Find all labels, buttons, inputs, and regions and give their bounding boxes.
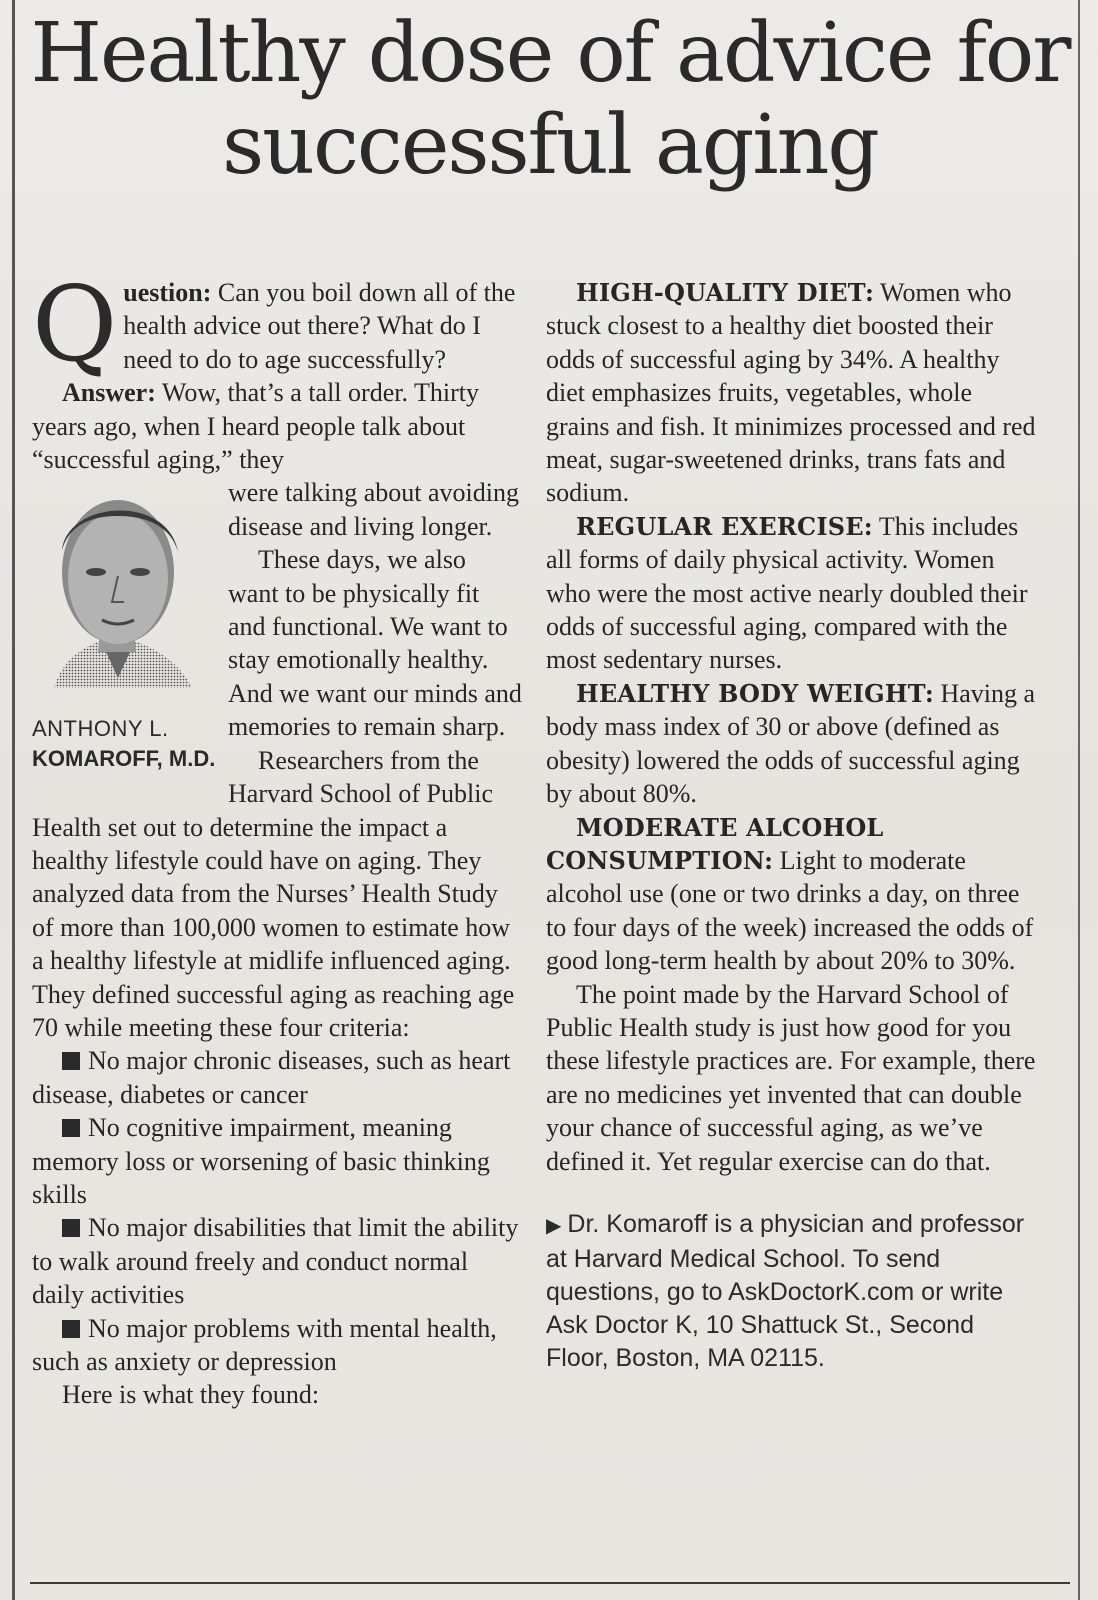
answer-paragraph bbox=[32, 376, 522, 476]
finding-diet-label: HIGH-QUALITY DIET: bbox=[576, 278, 874, 307]
answer-text-continued: were talking about avoiding disease and living longer. bbox=[228, 478, 519, 541]
finding-exercise-text: This includes all forms of daily physical activity. Women who were the most active nearly doubled their odds of successful aging, compared with the most sedentary nurses. bbox=[546, 511, 1028, 675]
conclusion-paragraph: The point made by the Harvard School of Public Health study is just how good for you these lifestyle practices are. For example, there are no medicines yet invented that can double your chance of successful aging, as we’ve defined it. Yet regular exercise can do that. bbox=[546, 979, 1036, 1176]
author-bio bbox=[546, 1208, 1036, 1375]
criteria-text-1: No major chronic diseases, such as heart disease, diabetes or cancer bbox=[32, 1046, 511, 1109]
found-intro: Here is what they found: bbox=[62, 1380, 320, 1410]
criteria-item-3 bbox=[32, 1211, 522, 1311]
headline: Healthy dose of advice for successful aging bbox=[30, 6, 1070, 193]
dropcap: Q bbox=[32, 263, 118, 385]
bottom-rule bbox=[30, 1582, 1070, 1584]
column-left bbox=[32, 263, 522, 1412]
finding-weight-text: Having a body mass index of 30 or above (defined as obesity) lowered the odds of successful aging by about 80%. bbox=[546, 678, 1036, 809]
column-right bbox=[546, 276, 1036, 1375]
page-border-right bbox=[1078, 0, 1080, 1600]
question-label: uestion: bbox=[123, 278, 212, 307]
author-block bbox=[32, 480, 218, 780]
criteria-text-4: No major problems with mental health, such as anxiety or depression bbox=[32, 1313, 497, 1376]
finding-exercise bbox=[546, 510, 1036, 677]
triangle-arrow-icon: ▶ bbox=[546, 1214, 562, 1237]
question-text: Can you boil down all of the health advice out there? What do I need to do to age successfully? bbox=[123, 278, 516, 374]
square-bullet-icon bbox=[62, 1219, 80, 1237]
finding-exercise-label: REGULAR EXERCISE: bbox=[576, 511, 873, 541]
author-name-line2: KOMAROFF, M.D. bbox=[32, 746, 216, 772]
author-bio-text: Dr. Komaroff is a physician and professor at Harvard Medical School. To send questions, go to AskDoctorK.com or write Ask Doctor K, 10 Shattuck St., Second Floor, Boston, MA 02115. bbox=[546, 1209, 1025, 1372]
finding-alcohol bbox=[546, 811, 1036, 978]
square-bullet-icon bbox=[62, 1052, 80, 1070]
criteria-item-2 bbox=[32, 1111, 522, 1211]
criteria-item-1 bbox=[32, 1044, 522, 1111]
author-name-line1: ANTHONY L. bbox=[32, 716, 169, 742]
paragraph-2: Researchers from the Harvard School of Public Health set out to determine the impact a healthy lifestyle could have on aging. They analyzed data from the Nurses’ Health Study of more than 100,000 women to estimate how a healthy lifestyle at midlife influenced aging. They defined successful aging as reaching age 70 while meeting these four criteria: bbox=[32, 745, 515, 1042]
finding-weight-label: HEALTHY BODY WEIGHT: bbox=[576, 678, 934, 708]
criteria-text-3: No major disabilities that limit the ability to walk around freely and conduct normal daily activities bbox=[32, 1213, 519, 1310]
square-bullet-icon bbox=[62, 1119, 80, 1137]
answer-text-a: Wow, that’s a tall order. Thirty years ago, when I heard people talk about “successful aging,” they bbox=[32, 378, 479, 475]
author-photo bbox=[32, 480, 204, 688]
criteria-text-2: No cognitive impairment, meaning memory loss or worsening of basic thinking skills bbox=[32, 1113, 490, 1209]
criteria-item-4 bbox=[32, 1312, 522, 1379]
answer-label: Answer: bbox=[62, 378, 156, 408]
finding-diet-text: Women who stuck closest to a healthy diet boosted their odds of successful aging by 34%. A healthy diet emphasizes fruits, vegetables, whole grains and fish. It minimizes processed and red meat, sugar-sweetened drinks, trans fats and sodium. bbox=[546, 278, 1036, 508]
finding-weight bbox=[546, 677, 1036, 811]
finding-alcohol-label: MODERATE ALCOHOL CONSUMPTION: bbox=[546, 812, 884, 875]
square-bullet-icon bbox=[62, 1320, 80, 1338]
question-paragraph bbox=[32, 263, 522, 385]
page-border-left bbox=[12, 0, 15, 1600]
finding-alcohol-text: Light to moderate alcohol use (one or two drinks a day, on three to four days of the week) increased the odds of good long-term health by about 20% to 30%. bbox=[546, 845, 1034, 976]
finding-diet bbox=[546, 276, 1036, 510]
paragraph-1: These days, we also want to be physically fit and functional. We want to stay emotionally healthy. And we want our minds and memories to remain sharp. bbox=[228, 545, 522, 742]
